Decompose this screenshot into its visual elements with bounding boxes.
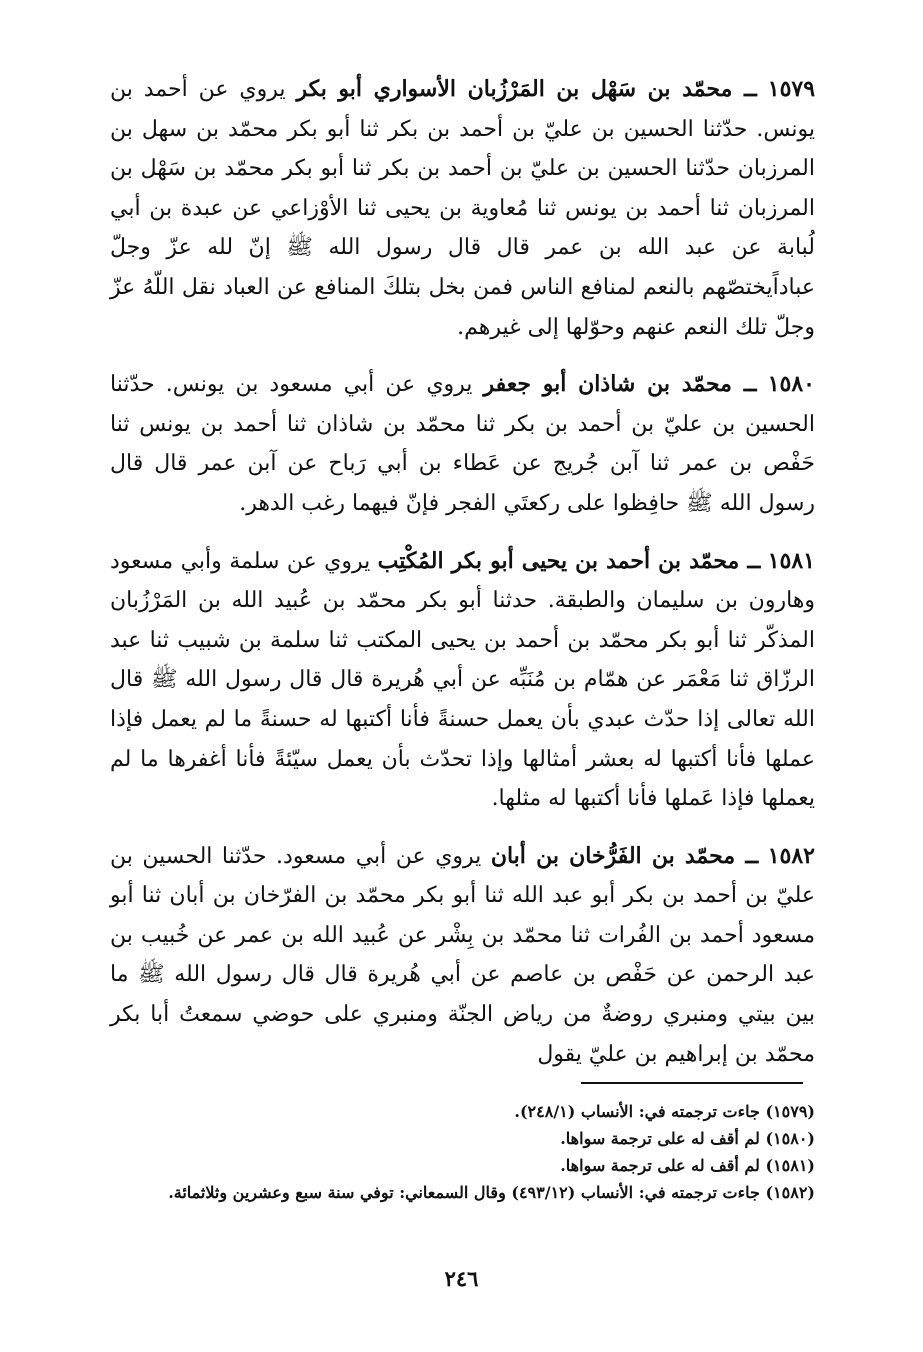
entry-1582: ١٥٨٢ ــ محمّد بن الفَرُّخان بن أبان يروي عن أبي مسعود. حدّثنا الحسين بن عليّ بن أحمد بن بكر أبو عبد الله ثنا أبو بكر محمّد بن الفرّخان بن أبان ثنا أبو مسعود أحمد بن الفُرات ثنا محمّد بن بِشْر عن عُبيد الله بن عمر عن خُبيب بن عبد الرحمن عن حَفْص بن عاصم عن أبي هُريرة قال قال رسول الله ﷺ ما بين بيتي ومنبري روضةٌ من رياض الجنّة ومنبري على حوضي سمعتُ أبا بكر محمّد بن إبراهيم بن عليّ يقول	[110, 842, 815, 1067]
footnotes	[110, 1098, 815, 1206]
entry-body: يروي عن سلمة وأبي مسعود وهارون بن سليمان والطبقة. حدثنا أبو بكر محمّد بن عُبيد الله بن المَرْزُبان المذكّر ثنا أبو بكر محمّد بن أحمد بن يحيى المكتب ثنا سلمة بن شبيب ثنا عبد الرزّاق ثنا مَعْمَر عن همّام بن مُنَبِّه عن أبي هُريرة قال قال رسول الله ﷺ قال الله تعالى إذا حدّث عبدي بأن يعمل حسنةً فأنا أكتبها له حسنةً ما لم يعمل فإذا عملها فأنا أكتبها له بعشر أمثالها وإذا تحدّث بأن يعمل سيّئةً فأنا أغفرها ما لم يعملها فإذا عَملها فأنا أكتبها له مثلها.	[110, 548, 815, 812]
footnote-separator	[581, 1082, 803, 1084]
entry-body: يروي عن أبي مسعود. حدّثنا الحسين بن عليّ بن أحمد بن بكر أبو عبد الله ثنا أبو بكر محمّد بن الفرّخان بن أبان ثنا أبو مسعود أحمد بن الفُرات ثنا محمّد بن بِشْر عن عُبيد الله بن عمر عن خُبيب بن عبد الرحمن عن حَفْص بن عاصم عن أبي هُريرة قال قال رسول الله ﷺ ما بين بيتي ومنبري روضةٌ من رياض الجنّة ومنبري على حوضي سمعتُ أبا بكر محمّد بن إبراهيم بن عليّ يقول	[110, 843, 815, 1067]
entry-heading: محمّد بن أحمد بن يحيى أبو بكر المُكْتِب	[377, 547, 740, 574]
entry-heading: محمّد بن الفَرُّخان بن أبان	[490, 842, 736, 869]
entry-heading: محمّد بن سَهْل بن المَرْزُبان الأسواري أبو بكر	[296, 76, 733, 102]
page-number: ٢٤٦	[444, 1266, 479, 1291]
main-text-block	[110, 70, 815, 1092]
entry-body: يروي عن أحمد بن يونس. حدّثنا الحسين بن عليّ بن أحمد بن بكر ثنا أبو بكر محمّد بن سهل بن المرزبان حدّثنا الحسين بن عليّ بن أحمد بن بكر ثنا أبو بكر محمّد بن سَهْل بن المرزبان ثنا أحمد بن يونس ثنا مُعاوية بن يحيى ثنا الأوْزاعي عن عبدة بن أبي لُبابة عن عبد الله بن عمر قال قال رسول الله ﷺ إنّ لله عزّ وجلّ عباداًيختصّهم بالنعم لمنافع الناس فمن بخل بتلكَ المنافع عن العباد نقل اللّهُ عزّ وجلّ تلك النعم عنهم وحوّلها إلى غيرهم.	[110, 77, 815, 340]
entry-1579: ١٥٧٩ ــ محمّد بن سَهْل بن المَرْزُبان الأسواري أبو بكر يروي عن أحمد بن يونس. حدّثنا الحسين بن عليّ بن أحمد بن بكر ثنا أبو بكر محمّد بن سهل بن المرزبان حدّثنا الحسين بن عليّ بن أحمد بن بكر ثنا أبو بكر محمّد بن سَهْل بن المرزبان ثنا أحمد بن يونس ثنا مُعاوية بن يحيى ثنا الأوْزاعي عن عبدة بن أبي لُبابة عن عبد الله بن عمر قال قال رسول الله ﷺ إنّ لله عزّ وجلّ عباداًيختصّهم بالنعم لمنافع الناس فمن بخل بتلكَ المنافع عن العباد نقل اللّهُ عزّ وجلّ تلك النعم عنهم وحوّلها إلى غيرهم.	[110, 76, 816, 340]
entry-heading: محمّد بن شاذان أبو جعفر	[483, 371, 732, 398]
footnote-1581: (١٥٨١) لم أقف له على ترجمة سواها.	[560, 1156, 815, 1175]
footnote-1582: (١٥٨٢) جاءت ترجمته في: الأنساب (٤٩٣/١٢) وقال السمعاني: توفي سنة سبع وعشرين وثلاثمائة.	[168, 1183, 815, 1202]
footnote-1579: (١٥٧٩) جاءت ترجمته في: الأنساب (٢٤٨/١).	[514, 1102, 815, 1121]
footnote-1580: (١٥٨٠) لم أقف له على ترجمة سواها.	[560, 1129, 815, 1148]
entry-number: ١٥٨١	[767, 547, 815, 574]
entry-number: ١٥٧٩	[767, 76, 816, 102]
entry-1580: ١٥٨٠ ــ محمّد بن شاذان أبو جعفر يروي عن أبي مسعود بن يونس. حدّثنا الحسين بن عليّ بن أحمد بن بكر ثنا محمّد بن شاذان ثنا أحمد بن يونس ثنا حَفْص بن عمر ثنا آبن جُريج عن عَطاء بن أبي رَباح عن آبن عمر قال قال رسول الله ﷺ حافِظوا على ركعتَي الفجر فإنّ فيهما رغب الدهر.	[110, 371, 815, 516]
entry-1581: ١٥٨١ ــ محمّد بن أحمد بن يحيى أبو بكر المُكْتِب يروي عن سلمة وأبي مسعود وهارون بن سليمان والطبقة. حدثنا أبو بكر محمّد بن عُبيد الله بن المَرْزُبان المذكّر ثنا أبو بكر محمّد بن أحمد بن يحيى المكتب ثنا سلمة بن شبيب ثنا عبد الرزّاق ثنا مَعْمَر عن همّام بن مُنَبِّه عن أبي هُريرة قال قال رسول الله ﷺ قال الله تعالى إذا حدّث عبدي بأن يعمل حسنةً فأنا أكتبها له حسنةً ما لم يعمل فإذا عملها فأنا أكتبها له بعشر أمثالها وإذا تحدّث بأن يعمل سيّئةً فأنا أغفرها ما لم يعملها فإذا عَملها فأنا أكتبها له مثلها.	[110, 547, 815, 812]
entry-body: يروي عن أبي مسعود بن يونس. حدّثنا الحسين بن عليّ بن أحمد بن بكر ثنا محمّد بن شاذان ثنا أحمد بن يونس ثنا حَفْص بن عمر ثنا آبن جُريج عن عَطاء بن أبي رَباح عن آبن عمر قال قال رسول الله ﷺ حافِظوا على ركعتَي الفجر فإنّ فيهما رغب الدهر.	[110, 372, 815, 516]
entry-number: ١٥٨٢	[767, 842, 815, 869]
entry-number: ١٥٨٠	[767, 371, 815, 398]
